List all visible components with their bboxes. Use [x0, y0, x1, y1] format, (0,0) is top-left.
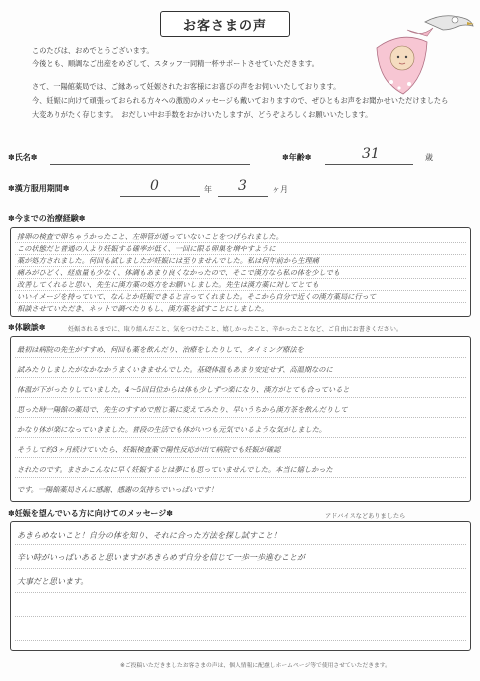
name-label: ✽氏名✽	[8, 153, 38, 162]
ruled-line	[15, 592, 466, 593]
handwritten-line: 排卵の検査で卵ちゃうかったこと、左卵管が通っていないことをつげられました。	[17, 232, 283, 241]
handwritten-line: この状態だと普通の人より妊娠する確率が低く、一回に限る卵巣を増やすように	[17, 244, 276, 253]
ruled-line	[15, 290, 466, 291]
age-value: 31	[362, 146, 380, 162]
years-unit: 年	[204, 185, 212, 194]
ruled-line	[15, 302, 466, 303]
intro-line: 今、妊娠に向けて頑張っておられる方々への激励のメッセージも戴いておりますので、ぜひともお声をお聞かせいただけましたら	[32, 96, 449, 105]
handwritten-line: されたのです。まさかこんなに早く妊娠するとは夢にも思っていませんでした。本当に嬉しかった	[17, 465, 333, 474]
handwritten-line: いいイメージを持っていて、なんとか妊娠できると言ってくれました。そこから自分で近くの漢方薬局に行って	[17, 292, 377, 301]
experience-hint: 妊娠されるまでに、取り組んだこと、気をつけたこと、嬉しかったこと、辛かったことなど、ご自由にお書きください。	[68, 326, 403, 333]
handwritten-line: 辛い時がいっぱいあると思いますがあきらめず自分を信じて一歩一歩進むことが	[17, 553, 305, 562]
ruled-line	[15, 640, 466, 641]
age-unit: 歳	[425, 153, 433, 162]
ruled-line	[15, 477, 466, 478]
months-underline	[218, 196, 268, 197]
ruled-line	[15, 397, 466, 398]
handwritten-line: 痛みがひどく、経血量も少なく、体調もあまり良くなかったので、そこで漢方なら私の体を少しでも	[17, 268, 341, 277]
handwritten-line: 試みたりしましたがなかなかうまくいきませんでした。基礎体温もあまり安定せず、高温期なのに	[17, 365, 333, 374]
handwritten-line: 大事だと思います。	[17, 577, 89, 586]
intro-line: 大変ありがたく存じます。 おだしい中お手数をおかけいたしますが、どうぞよろしくお願いいたします。	[32, 110, 373, 119]
handwritten-line: かなり体が楽になっていきました。普段の生活でも体がいつも元気でいるような気がしました。	[17, 425, 327, 434]
ruled-line	[15, 568, 466, 569]
ruled-line	[15, 278, 466, 279]
handwritten-line: 体温が下がったりしていました。4〜5回目位からは体も少しずつ楽になり、漢方がとても合っていると	[17, 385, 350, 394]
stork-baby-illustration	[355, 8, 475, 103]
years-underline	[120, 196, 200, 197]
years-value: 0	[150, 178, 159, 194]
history-section-label: ✽今までの治療経験✽	[8, 214, 86, 223]
privacy-footnote: ※ご投稿いただきましたお客さまの声は、個人情報に配慮しホームページ等で使用させていただきます。	[120, 663, 391, 669]
handwritten-line: 思った時一陽館の薬局で、先生のすすめで煎じ薬に変えてみたり、早いうちから漢方茶を飲んだりして	[17, 405, 348, 414]
ruled-line	[15, 417, 466, 418]
handwritten-line: 最初は病院の先生がすすめ、何回も薬を飲んだり、治療をしたりして、タイミング療法を	[17, 345, 304, 354]
handwritten-line: 相談させていただき、ネットで調べたりもし、漢方薬を試すことにしました。	[17, 304, 269, 313]
handwritten-line: 改善してくれると思い、先生に漢方薬の処方をお願いしました。先生は漢方薬に対してとても	[17, 280, 319, 289]
experience-box	[10, 336, 471, 502]
ruled-line	[15, 437, 466, 438]
experience-section-label: ✽体験談✽	[8, 323, 46, 332]
ruled-line	[15, 377, 466, 378]
ruled-line	[15, 357, 466, 358]
message-hint: アドバイスなどありましたら	[325, 513, 406, 520]
handwritten-line: です。一陽館薬局さんに感謝、感謝の気持ちでいっぱいです！	[17, 485, 218, 494]
intro-line: このたびは、おめでとうございます。	[32, 46, 154, 55]
message-section-label: ✽妊娠を望んでいる方に向けてのメッセージ✽	[8, 509, 173, 518]
period-label: ✽漢方服用期間✽	[8, 184, 70, 193]
handwritten-line: あきらめないこと！自分の体を知り、それに合った方法を探し試すこと！	[17, 531, 281, 540]
ruled-line	[15, 457, 466, 458]
intro-line: さて、一陽館薬局では、ご縁あって妊娠されたお客様にお喜びの声をお伺いいたしております。	[32, 82, 341, 91]
ruled-line	[15, 266, 466, 267]
ruled-line	[15, 616, 466, 617]
history-box	[10, 227, 471, 317]
age-underline	[325, 164, 413, 165]
form-title: お客さまの声	[160, 11, 290, 37]
message-box	[10, 521, 471, 651]
handwritten-line: そうして約3ヶ月続けていたら、妊娠検査薬で陽性反応が出て病院でも妊娠が確認	[17, 445, 281, 454]
ruled-line	[15, 242, 466, 243]
intro-line: 今後とも、順調なご出産をめざして、スタッフ一同精一杯サポートさせていただきます。	[32, 59, 319, 68]
ruled-line	[15, 254, 466, 255]
months-unit: ヶ月	[272, 185, 288, 194]
months-value: 3	[238, 178, 247, 194]
age-label: ✽年齢✽	[282, 153, 312, 162]
ruled-line	[15, 544, 466, 545]
handwritten-line: 薬が処方されました。何回も試しましたが妊娠には至りませんでした。私は何年前から生理痛	[17, 256, 319, 265]
name-underline	[50, 164, 250, 165]
